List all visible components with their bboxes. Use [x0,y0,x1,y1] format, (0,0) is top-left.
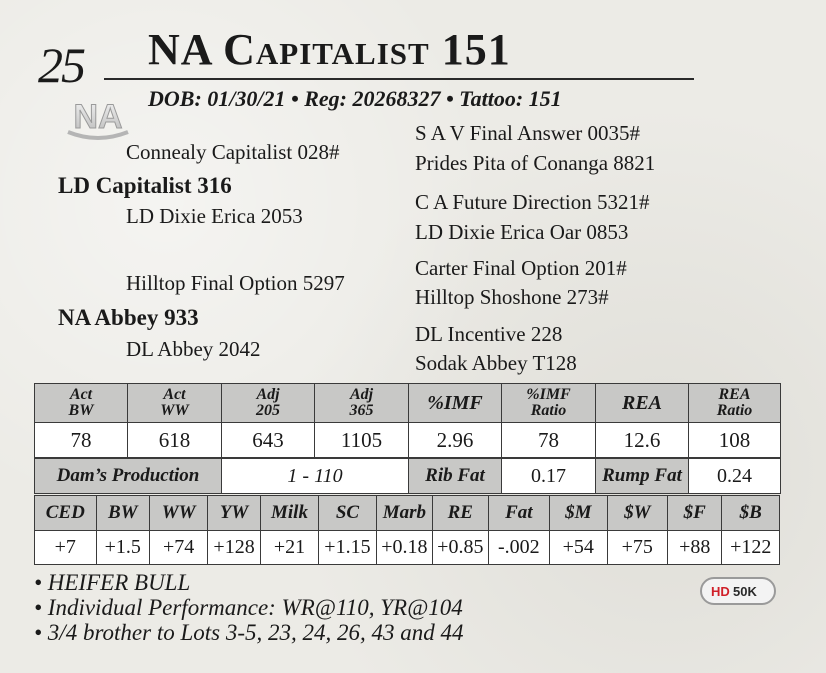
sire: LD Capitalist 316 [58,173,232,198]
value-adj-205: 643 [222,423,315,458]
header-adj-205 [222,384,315,423]
header-line: BW [68,402,94,419]
header-line: Ratio [716,402,753,419]
title-divider [104,78,694,80]
header-line: 365 [349,402,374,419]
great-grandparent: LD Dixie Erica Oar 0853 [415,220,629,244]
epd-value: +74 [149,531,207,565]
note-item: • Individual Performance: WR@110, YR@104 [34,595,463,620]
value-act-ww: 618 [128,423,222,458]
svg-text:50K: 50K [733,584,757,599]
epd-value-row [35,531,780,565]
epd-header: CED [35,496,97,531]
header-line: REA [718,386,751,403]
header-line: Act [69,386,93,403]
epd-value: +54 [550,531,607,565]
epd-table [34,495,780,565]
epd-header: Fat [488,496,550,531]
epd-header: SC [319,496,376,531]
value-adj-365: 1105 [315,423,409,458]
note-item: • 3/4 brother to Lots 3-5, 23, 24, 26, 43 and 44 [34,620,464,645]
dams-production-label: Dam’s Production [35,459,222,494]
epd-value: +7 [35,531,97,565]
notes-list [34,570,464,645]
epd-header: Milk [260,496,318,531]
epd-header: WW [149,496,207,531]
value-rea: 12.6 [596,423,689,458]
header-line: Adj [256,386,280,403]
header-line: 205 [256,402,280,419]
great-grandparent: Prides Pita of Conanga 8821 [415,151,656,175]
svg-text:HD: HD [711,584,730,599]
great-grandparent: Sodak Abbey T128 [415,351,577,375]
epd-value: -.002 [488,531,550,565]
lot-number: 25 [38,37,84,93]
epd-header: $F [668,496,722,531]
header-adj-365 [315,384,409,423]
epd-value: +1.15 [319,531,376,565]
dams-production-value: 1 - 110 [222,459,409,494]
epd-value: +0.85 [433,531,488,565]
great-grandparent: DL Incentive 228 [415,322,563,346]
registration-info: DOB: 01/30/21 • Reg: 20268327 • Tattoo: 151 [148,86,562,111]
performance-table [34,383,781,458]
sire-dam: LD Dixie Erica 2053 [126,204,303,228]
performance-header-row [35,384,781,423]
performance-value-row [35,423,781,458]
header-line: WW [160,402,189,419]
header-line: Act [163,386,186,403]
note-item: • HEIFER BULL [34,570,191,595]
rump-fat-value: 0.24 [689,459,781,494]
hd50k-badge [700,576,776,606]
rump-fat-label: Rump Fat [596,459,689,494]
header-imf-ratio [502,384,596,423]
header-line: %IMF [427,392,483,414]
na-ranch-logo [64,96,132,146]
value-rea-ratio: 108 [689,423,781,458]
header-line: Adj [349,386,374,403]
header-rea-ratio [689,384,781,423]
epd-value: +0.18 [376,531,432,565]
great-grandparent: C A Future Direction 5321# [415,190,650,214]
epd-header-row [35,496,780,531]
dam: NA Abbey 933 [58,305,199,330]
epd-header: BW [96,496,149,531]
rib-fat-label: Rib Fat [409,459,502,494]
great-grandparent: Hilltop Shoshone 273# [415,285,609,309]
dam-sire: Hilltop Final Option 5297 [126,271,345,295]
epd-header: $W [607,496,668,531]
value-imf-ratio: 78 [502,423,596,458]
header-act-ww [128,384,222,423]
animal-name-title: NA Capitalist 151 [148,25,511,74]
header-line: REA [621,392,663,414]
epd-header: RE [433,496,488,531]
dam-dam: DL Abbey 2042 [126,337,261,361]
epd-value: +128 [208,531,260,565]
value-imf: 2.96 [409,423,502,458]
epd-value: +88 [668,531,722,565]
epd-header: Marb [376,496,432,531]
header-act-bw [35,384,128,423]
header-line: Ratio [530,402,567,419]
svg-text:NA: NA [73,98,123,136]
epd-value: +21 [260,531,318,565]
header-line: %IMF [526,386,571,403]
rib-fat-value: 0.17 [502,459,596,494]
value-act-bw: 78 [35,423,128,458]
production-table [34,458,781,494]
epd-value: +122 [722,531,780,565]
header-imf [409,384,502,423]
great-grandparent: Carter Final Option 201# [415,256,627,280]
great-grandparent: S A V Final Answer 0035# [415,121,641,145]
epd-header: $B [722,496,780,531]
epd-value: +75 [607,531,668,565]
production-row [35,459,781,494]
epd-header: YW [208,496,260,531]
epd-header: $M [550,496,607,531]
header-rea [596,384,689,423]
epd-value: +1.5 [96,531,149,565]
sire-sire: Connealy Capitalist 028# [126,140,340,164]
